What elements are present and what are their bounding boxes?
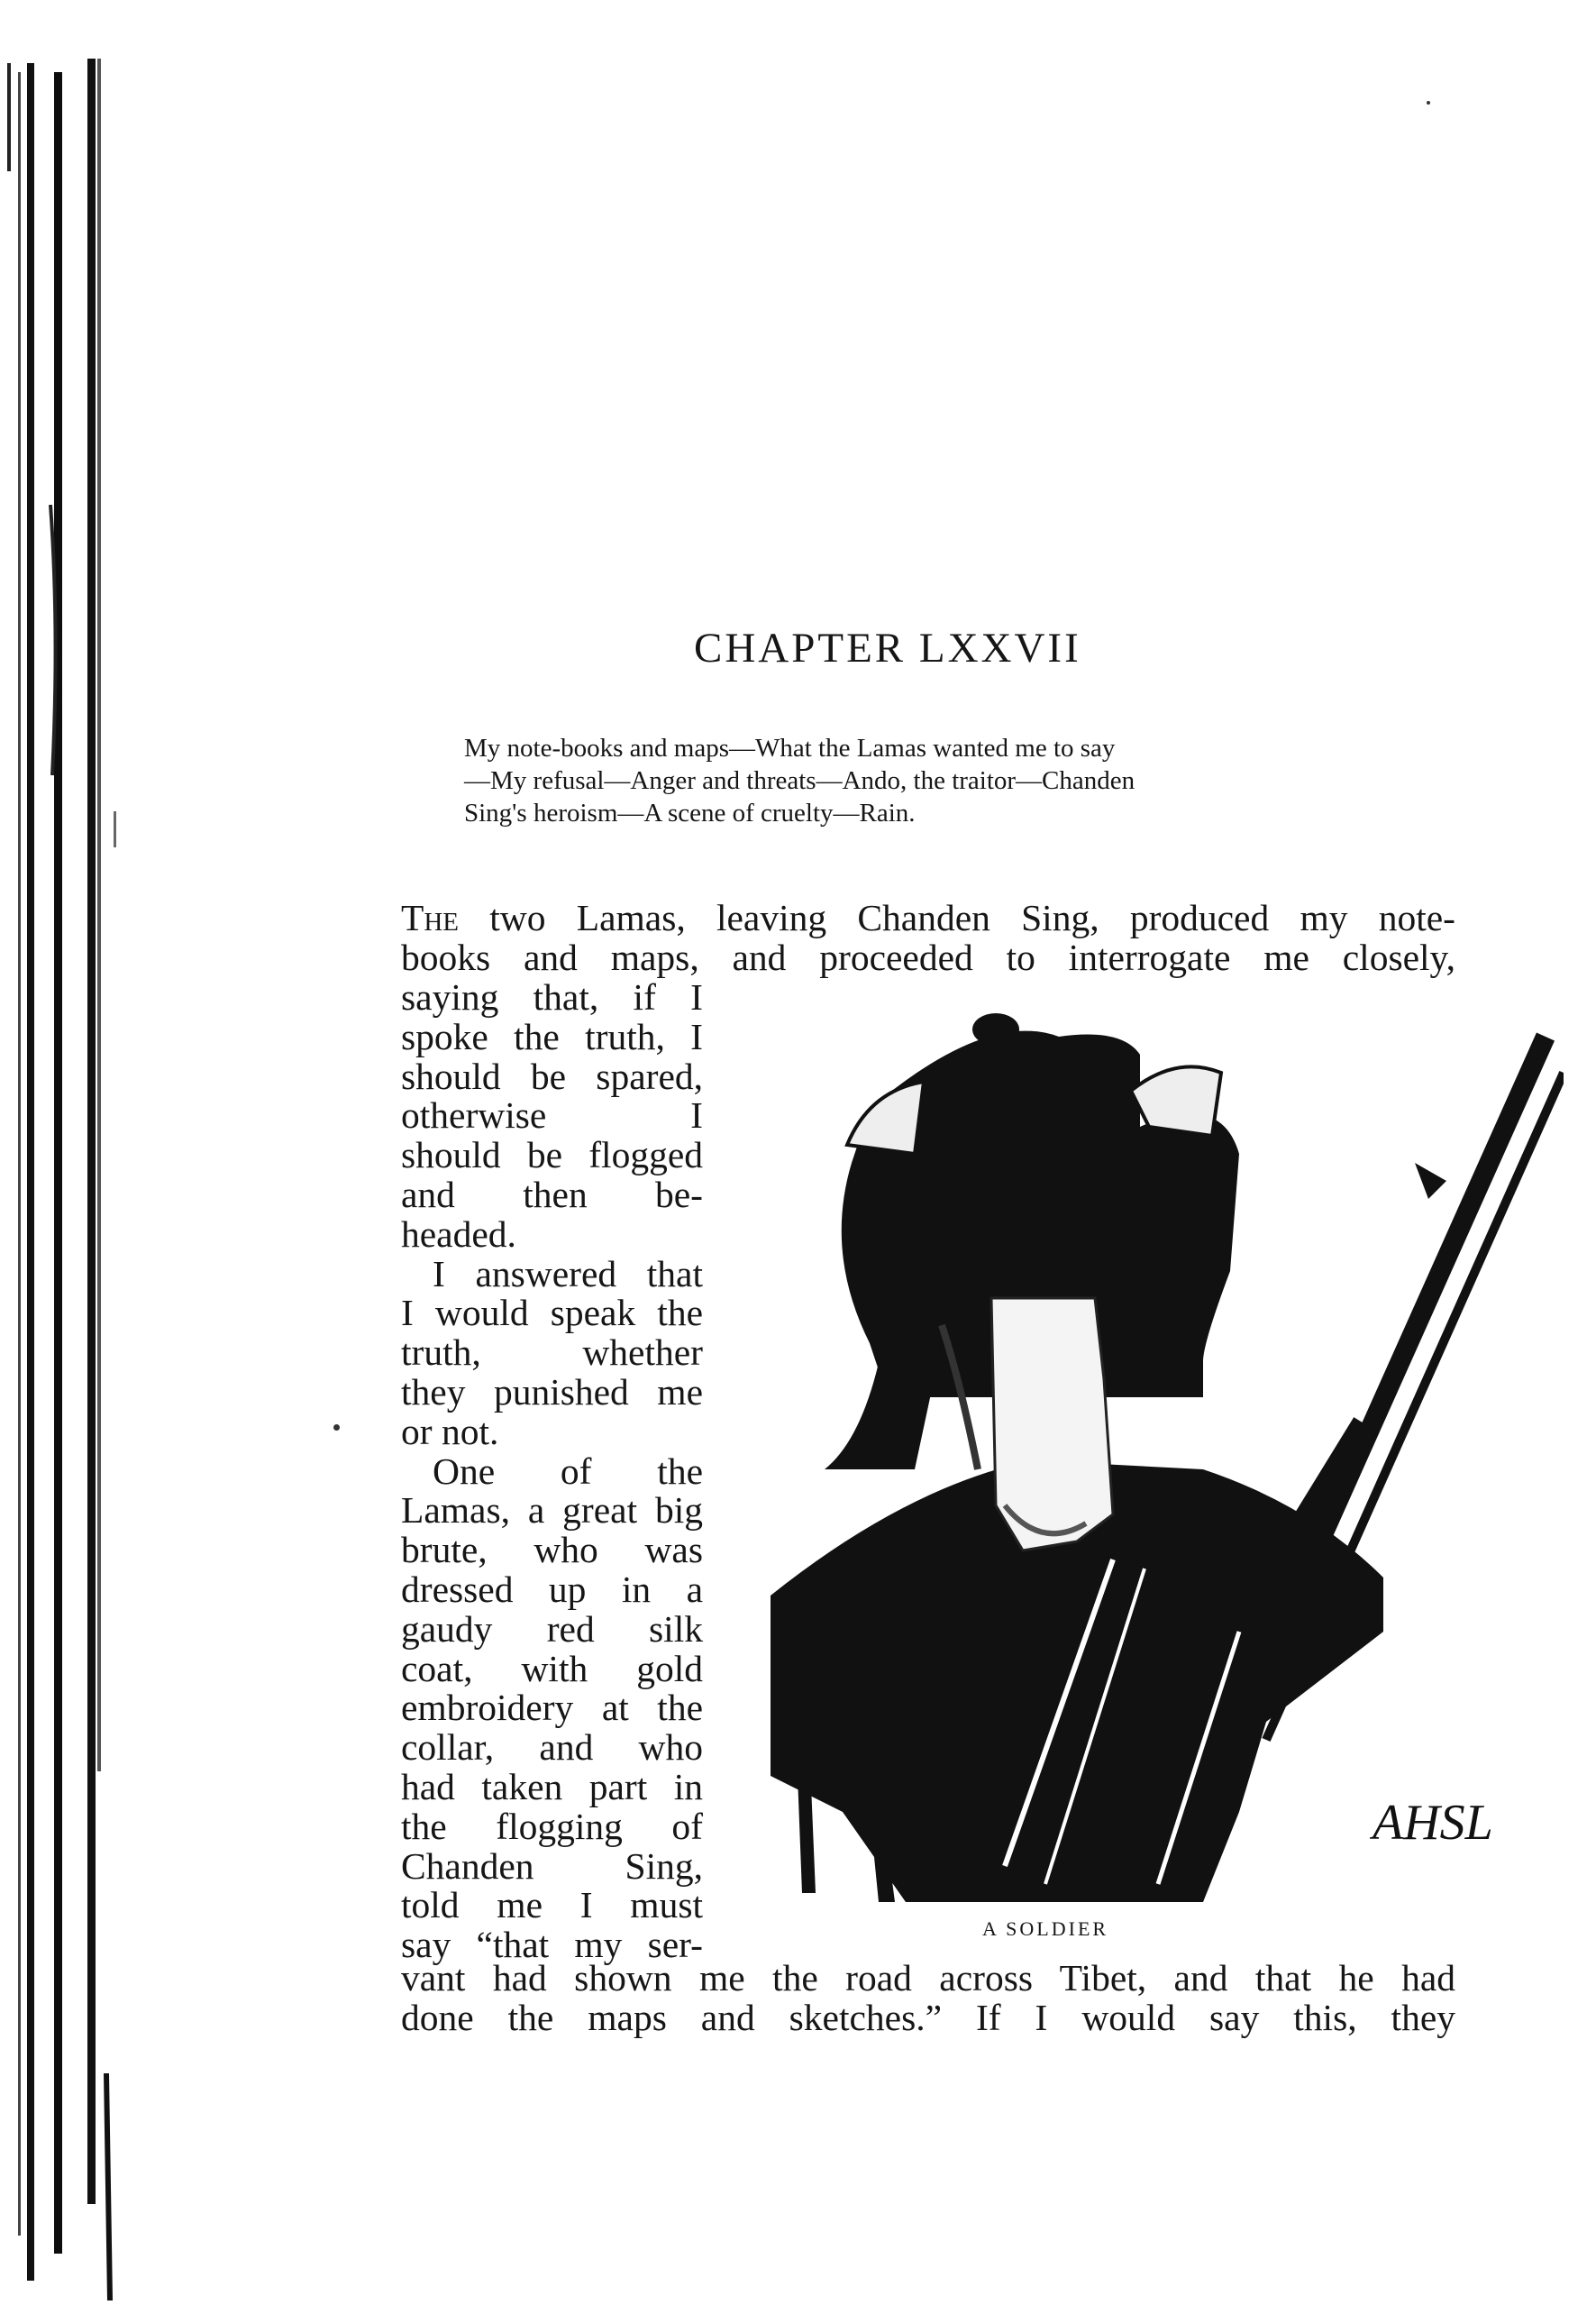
body-line: should be spared, (401, 1055, 703, 1097)
body-line: or not. (401, 1410, 499, 1452)
summary-line: —My refusal—Anger and threats—Ando, the traitor—Chanden (464, 766, 1135, 795)
body-line: I would speak the (401, 1292, 703, 1334)
summary-line: Sing's heroism—A scene of cruelty—Rain. (464, 799, 916, 828)
body-line: the flogging of (401, 1805, 703, 1847)
body-line: brute, who was (401, 1529, 703, 1571)
body-line: books and maps, and proceeded to interrogate me closely, (401, 937, 1455, 978)
body-line: they punished me (401, 1371, 703, 1413)
body-line: One of the (433, 1450, 703, 1492)
illustration-signature: AHSL (1373, 1795, 1493, 1851)
figure-caption: A SOLDIER (982, 1917, 1109, 1940)
body-line: spoke the truth, I (401, 1015, 703, 1057)
body-line: gaudy red silk (401, 1607, 703, 1650)
body-line: collar, and who (401, 1726, 703, 1769)
body-line: had taken part in (401, 1766, 703, 1807)
body-line: say “that my ser- (401, 1924, 703, 1966)
book-spine-edge (0, 0, 126, 2300)
body-line: and then be- (401, 1174, 703, 1215)
body-line: Chanden Sing, (401, 1844, 703, 1887)
chapter-summary (464, 732, 1392, 829)
body-line: I answered that (433, 1252, 703, 1294)
body-line: headed. (401, 1212, 516, 1255)
page-speck (1427, 101, 1430, 105)
body-line: coat, with gold (401, 1647, 703, 1689)
body-line: should be flogged (401, 1134, 703, 1176)
page-speck (333, 1424, 340, 1431)
body-line: otherwise I (401, 1094, 703, 1137)
body-line: told me I must (401, 1884, 703, 1926)
body-line: Lamas, a great big (401, 1489, 703, 1532)
body-line: dressed up in a (401, 1569, 703, 1610)
body-line: vant had shown me the road across Tibet, and that he had (401, 1957, 1455, 1999)
body-line (401, 898, 1455, 938)
body-line: done the maps and sketches.” If I would say this, they (401, 1997, 1455, 2038)
summary-line: My note-books and maps—What the Lamas wanted me to say (464, 734, 1116, 763)
chapter-title: CHAPTER LXXVII (694, 625, 1081, 672)
body-line: saying that, if I (401, 976, 703, 1018)
opening-word: The (401, 897, 460, 938)
body-line: embroidery at the (401, 1687, 703, 1729)
soldier-illustration (734, 1001, 1564, 1902)
body-line-text: two Lamas, leaving Chanden Sing, produced my note- (459, 897, 1455, 938)
body-line: truth, whether (401, 1331, 703, 1374)
